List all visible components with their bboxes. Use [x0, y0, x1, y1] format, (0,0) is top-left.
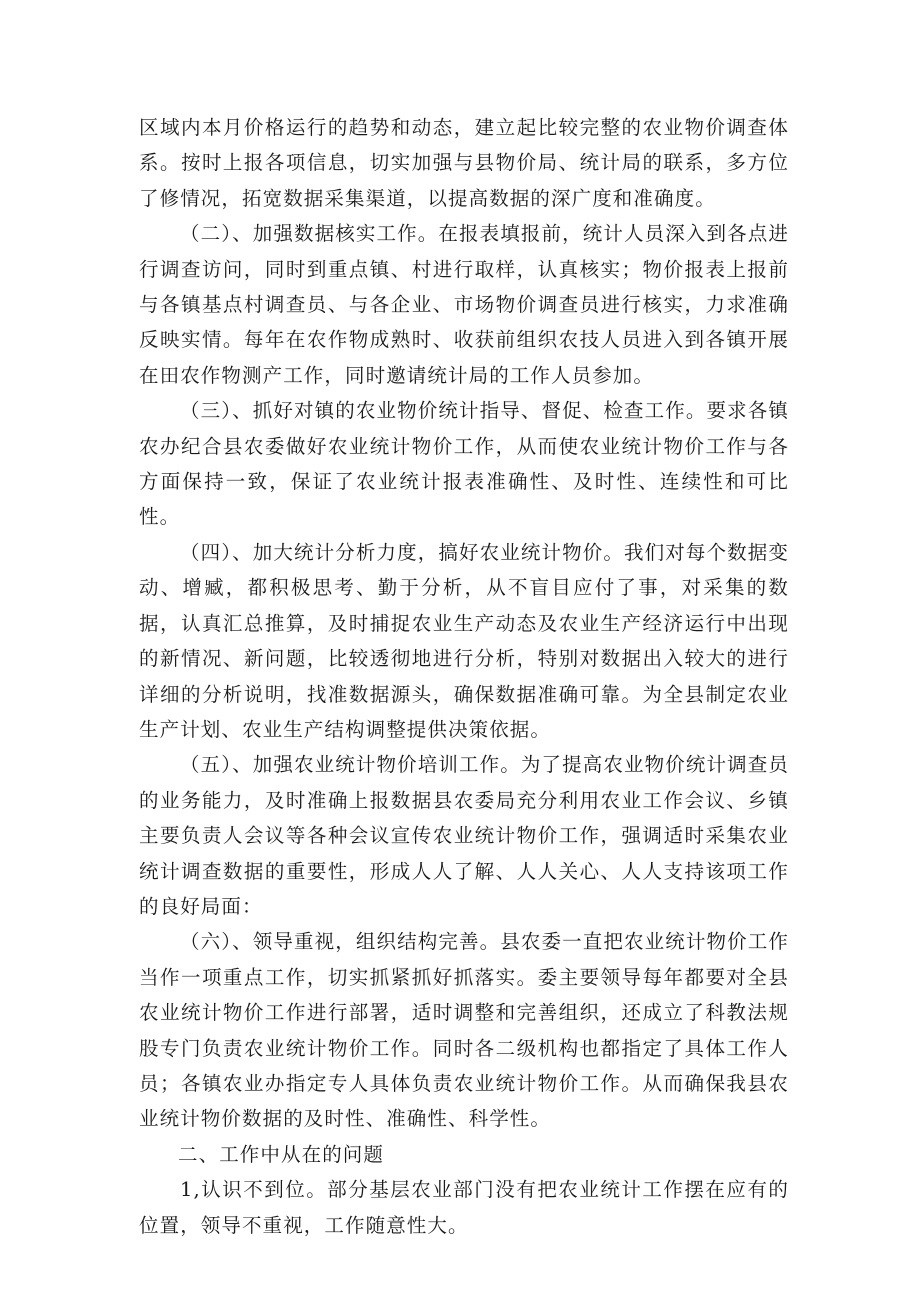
- paragraph-statistical-analysis: （四）、加大统计分析力度，搞好农业统计物价。我们对每个数据变动、增臧，都积极思考、勤于分析，从不盲目应付了事，对采集的数据，认真汇总推算，及时捕捉农业生产动态及农业生产经济运行中出现的新情况、新问题，比较透彻地进行分析，特别对数据出入较大的进行详细的分析说明，找准数据源头，确保数据准确可靠。为全县制定农业生产计划、农业生产结构调整提供决策依据。: [139, 540, 789, 741]
- document-body: [139, 110, 789, 1243]
- paragraph-town-guidance: （三）、抓好对镇的农业物价统计指导、督促、检查工作。要求各镇农办纪合县农委做好农业统计物价工作，从而使农业统计物价工作与各方面保持一致，保证了农业统计报表准确性、及时性、连续性和可比性。: [139, 399, 789, 529]
- paragraph-leadership: （六）、领导重视，组织结构完善。县农委一直把农业统计物价工作当作一项重点工作，切实抓紧抓好抓落实。委主要领导每年都要对全县农业统计物价工作进行部署，适时调整和完善组织，还成立了科教法规股专门负责农业统计物价工作。同时各二级机构也都指定了具体工作人员；各镇农业办指定专人具体负责农业统计物价工作。从而确保我县农业统计物价数据的及时性、准确性、科学性。: [139, 930, 789, 1131]
- paragraph-training: （五）、加强农业统计物价培训工作。为了提高农业物价统计调查员的业务能力，及时准确上报数据县农委局充分利用农业工作会议、乡镇主要负责人会议等各种会议宣传农业统计物价工作，强调适时采集农业统计调查数据的重要性，形成人人了解、人人关心、人人支持该项工作的良好局面：: [139, 753, 789, 918]
- section-heading-problems: 二、工作中从在的问题: [178, 1142, 385, 1166]
- paragraph-problem-1: 1,认识不到位。部分基层农业部门没有把农业统计工作摆在应有的位置，领导不重视，工作随意性大。: [139, 1178, 789, 1237]
- paragraph-data-verification: （二）、加强数据核实工作。在报表填报前，统计人员深入到各点进行调查访问，同时到重点镇、村进行取样，认真核实；物价报表上报前与各镇基点村调查员、与各企业、市场物价调查员进行核实，力求准确反映实情。每年在农作物成熟时、收获前组织农技人员进入到各镇开展在田农作物测产工作，同时邀请统计局的工作人员参加。: [139, 222, 789, 387]
- paragraph-price-survey-system: 区域内本月价格运行的趋势和动态，建立起比较完整的农业物价调查体系。按时上报各项信息，切实加强与县物价局、统计局的联系，多方位了修情况，拓宽数据采集渠道，以提高数据的深广度和准确度。: [139, 116, 789, 210]
